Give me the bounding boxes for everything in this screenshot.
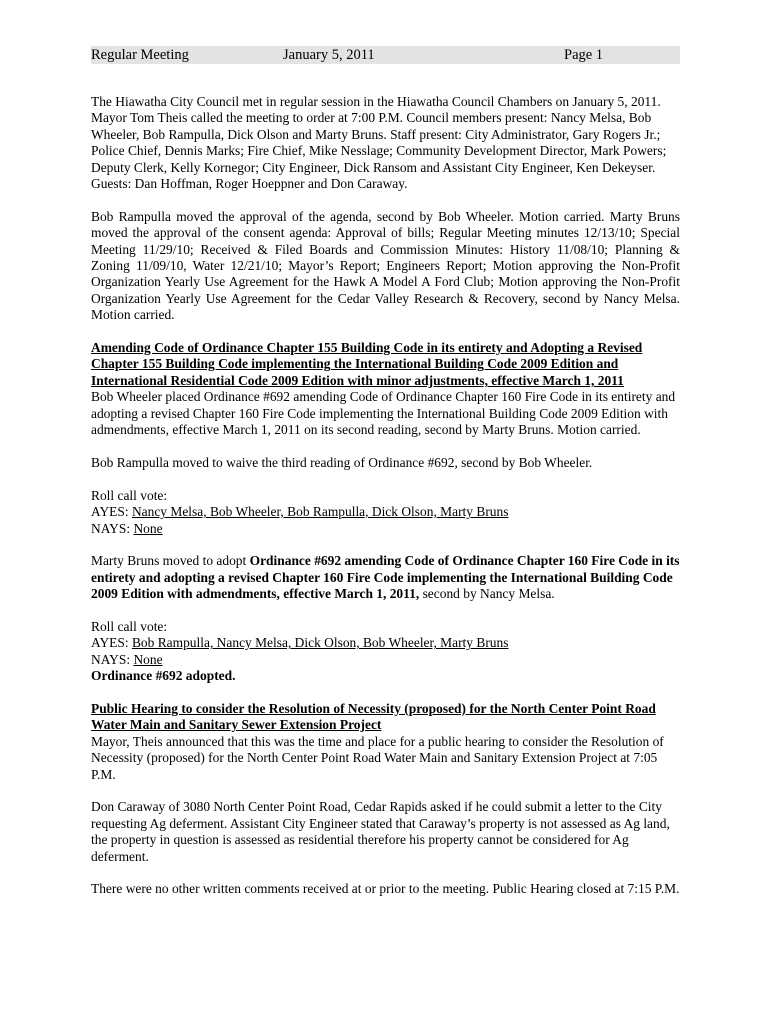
roll-call-vote-2 bbox=[91, 619, 680, 685]
waive-paragraph: Bob Rampulla moved to waive the third reading of Ordinance #692, second by Bob Wheeler. bbox=[91, 454, 593, 470]
hearing-section bbox=[91, 701, 680, 783]
ordinance-heading: Amending Code of Ordinance Chapter 155 Building Code in its entirety and Adopting a Revised Chapter 155 Building Code implementing the International Building Code 2009 Edition and International Residential Code 2009 Edition with minor adjustments, effective March 1, 2011 bbox=[91, 340, 643, 388]
page-header bbox=[91, 46, 680, 64]
agenda-paragraph: Bob Rampulla moved the approval of the agenda, second by Bob Wheeler. Motion carried. Marty Bruns moved the approval of the consent agenda: Approval of bills; Regular Meeting minutes 12/13/10; Special Meeting 11/29/10; Received & Filed Boards and Commission Minutes: History 11/08/10; Planning & Zoning 11/09/10, Water 12/21/10; Mayor’s Report; Engineers Report; Motion approving the Non-Profit Organization Yearly Use Agreement for the Hawk A Model A Ford Club; Motion approving the Non-Profit Organization Yearly Use Agreement for the Cedar Valley Research & Recovery, second by Nancy Melsa. Motion carried. bbox=[91, 208, 680, 323]
ayes-names: Bob Rampulla, Nancy Melsa, Dick Olson, Bob Wheeler, Marty Bruns bbox=[131, 635, 509, 651]
ayes-label: AYES: bbox=[91, 635, 132, 651]
roll-call-vote-1 bbox=[91, 488, 680, 537]
adopt-post: second by Nancy Melsa. bbox=[419, 586, 555, 602]
ordinance-section bbox=[91, 340, 680, 438]
meeting-date: January 5, 2011 bbox=[283, 47, 375, 63]
ordinance-text: Bob Wheeler placed Ordinance #692 amending Code of Ordinance Chapter 160 Fire Code in its entirety and adopting a revised Chapter 160 Fire Code implementing the International Building Code 2009 Edition with admendments, effective March 1, 2011 on its second reading, second by Marty Bruns. Motion carried. bbox=[91, 389, 676, 438]
adopt-pre: Marty Bruns moved to adopt bbox=[91, 553, 250, 569]
nays-label: NAYS: bbox=[91, 520, 134, 536]
hearing-text: Mayor, Theis announced that this was the time and place for a public hearing to consider the Resolution of Necessity (proposed) for the North Center Point Road Water Main and Sanitary Extension Project at 7:05 P.M. bbox=[91, 733, 664, 782]
roll-call-label: Roll call vote: bbox=[91, 618, 168, 634]
hearing-heading: Public Hearing to consider the Resolution of Necessity (proposed) for the North Center Point Road Water Main and Sanitary Sewer Extension Project bbox=[91, 700, 656, 733]
nays-line bbox=[91, 521, 680, 537]
ordinance-adopted: Ordinance #692 adopted. bbox=[91, 668, 236, 684]
opening-paragraph: The Hiawatha City Council met in regular session in the Hiawatha Council Chambers on January 5, 2011. Mayor Tom Theis called the meeting to order at 7:00 P.M. Council members present: Nancy Melsa, Bob Wheeler, Bob Rampulla, Dick Olson and Marty Bruns. Staff present: City Administrator, Gary Rogers Jr.; Police Chief, Dennis Marks; Fire Chief, Mike Nesslage; Community Development Director, Mark Powers; Deputy Clerk, Kelly Kornegor; City Engineer, Dick Ransom and Assistant City Engineer, Ken Dekeyser. Guests: Dan Hoffman, Roger Hoeppner and Don Caraway. bbox=[91, 94, 667, 192]
nays-line bbox=[91, 652, 680, 668]
nays-names: None bbox=[133, 651, 163, 667]
ayes-label: AYES: bbox=[91, 504, 132, 520]
roll-call-label: Roll call vote: bbox=[91, 487, 168, 503]
ayes-line bbox=[91, 635, 680, 651]
nays-label: NAYS: bbox=[91, 651, 134, 667]
caraway-paragraph: Don Caraway of 3080 North Center Point Road, Cedar Rapids asked if he could submit a letter to the City requesting Ag deferment. Assistant City Engineer stated that Caraway’s property is not assessed as Ag land, the property in question is assessed as residential therefore his property cannot be considered for Ag deferment. bbox=[91, 799, 670, 864]
document-page bbox=[91, 46, 680, 914]
meeting-title: Regular Meeting bbox=[91, 47, 189, 63]
minutes-body bbox=[91, 94, 680, 898]
page-number: Page 1 bbox=[564, 47, 604, 63]
adopt-paragraph bbox=[91, 553, 680, 602]
ayes-line bbox=[91, 504, 680, 520]
ayes-names: Nancy Melsa, Bob Wheeler, Bob Rampulla, Dick Olson, Marty Bruns bbox=[131, 504, 509, 520]
closing-paragraph: There were no other written comments received at or prior to the meeting. Public Hearing closed at 7:15 P.M. bbox=[91, 881, 680, 897]
adopt-ordinance: Ordinance #692 amending Code of Ordinance Chapter 160 Fire Code in its entirety and adopting a revised Chapter 160 Fire Code implementing the International Building Code 2009 Edition with admendments, effective March 1, 2011, bbox=[91, 553, 680, 602]
nays-names: None bbox=[133, 520, 163, 536]
